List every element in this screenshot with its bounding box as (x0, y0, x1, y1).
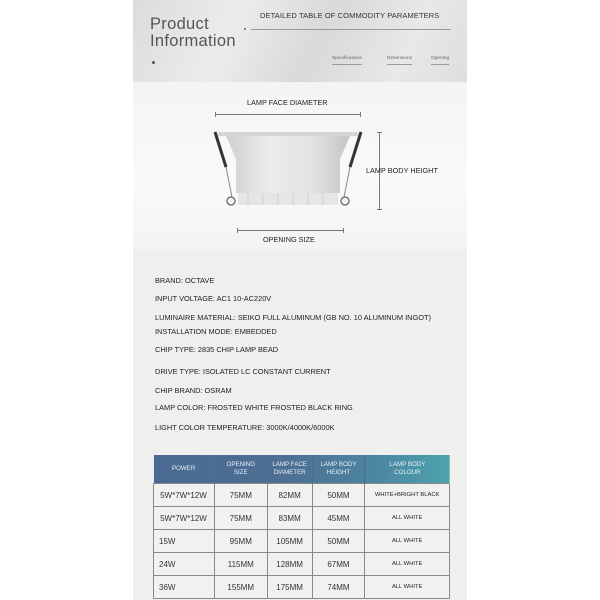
spec-chip-brand: CHIP BRAND: OSRAM (155, 386, 232, 395)
table-row (154, 507, 450, 530)
cell-power: 5W*7W*12W (154, 507, 215, 530)
spec-input-voltage: INPUT VOLTAGE: AC1 10-AC220V (155, 294, 272, 303)
page-title (150, 16, 236, 50)
cell-colour: ALL WHITE (365, 507, 450, 530)
cell-face: 105MM (267, 530, 312, 553)
header-lamp-body-height: LAMP BODY HEIGHT (312, 455, 365, 484)
cell-face: 175MM (267, 576, 312, 599)
spec-luminaire-material: LUMINAIRE MATERIAL: SEIKO FULL ALUMINUM (GB NO. 10 ALUMINUM INGOT) (155, 313, 431, 322)
cell-height: 50MM (312, 484, 365, 507)
cell-height: 45MM (312, 507, 365, 530)
cell-power: 36W (154, 576, 215, 599)
lamp-face-diameter-label: LAMP FACE DIAMETER (247, 98, 328, 107)
header-lamp-face-diameter: LAMP FACE DIAMETER (267, 455, 312, 484)
specifications-section (133, 250, 467, 600)
cell-opening: 75MM (214, 484, 267, 507)
product-info-panel (133, 0, 467, 600)
spec-color-temperature: LIGHT COLOR TEMPERATURE: 3000K/4000K/6000K (155, 423, 335, 432)
cell-face: 128MM (267, 553, 312, 576)
lamp-body-height-label: LAMP BODY HEIGHT (366, 166, 438, 175)
cell-power: 24W (154, 553, 215, 576)
cell-opening: 75MM (214, 507, 267, 530)
parameters-table (153, 455, 450, 599)
cell-power: 5W*7W*12W (154, 484, 215, 507)
spec-drive-type: DRIVE TYPE: ISOLATED LC CONSTANT CURRENT (155, 367, 331, 376)
bullet-dot-icon (152, 61, 155, 64)
dimension-diagram (133, 82, 467, 250)
cell-colour: ALL WHITE (365, 553, 450, 576)
cell-height: 74MM (312, 576, 365, 599)
cell-height: 50MM (312, 530, 365, 553)
table-row (154, 576, 450, 599)
cell-colour: WHITE+BRIGHT BLACK (365, 484, 450, 507)
cell-power: 15W (154, 530, 215, 553)
cell-face: 83MM (267, 507, 312, 530)
opening-size-dimension-line (237, 230, 344, 231)
spec-lamp-color: LAMP COLOR: FROSTED WHITE FROSTED BLACK RING (155, 403, 353, 412)
section-heading: DETAILED TABLE OF COMMODITY PARAMETERS (260, 11, 440, 20)
table-row (154, 484, 450, 507)
header-opening-size: OPENING SIZE (214, 455, 267, 484)
spec-brand: BRAND: OCTAVE (155, 276, 215, 285)
cell-colour: ALL WHITE (365, 576, 450, 599)
spec-installation-mode: INSTALLATION MODE: EMBEDDED (155, 327, 277, 336)
header-power: POWER (154, 455, 215, 484)
table-row (154, 530, 450, 553)
header-lamp-body-colour: LAMP BODY COLOUR (389, 461, 426, 476)
table-row (154, 553, 450, 576)
table-header-row (154, 455, 450, 484)
cell-face: 82MM (267, 484, 312, 507)
tab-dimensions[interactable]: Dimensions (387, 56, 412, 65)
cell-opening: 115MM (214, 553, 267, 576)
title-line-2: Information (150, 32, 236, 50)
bullet-dot-icon (244, 28, 246, 30)
opening-size-label: OPENING SIZE (263, 235, 315, 244)
hero-banner (133, 0, 467, 82)
tab-specifications[interactable]: Specifications (332, 56, 362, 65)
cell-opening: 155MM (214, 576, 267, 599)
cell-colour: ALL WHITE (365, 530, 450, 553)
title-line-1: Product (150, 15, 209, 33)
cell-height: 67MM (312, 553, 365, 576)
cell-opening: 95MM (214, 530, 267, 553)
tab-opening[interactable]: Opening (431, 56, 449, 65)
downlight-image (208, 127, 368, 219)
face-diameter-dimension-line (215, 114, 361, 115)
spec-chip-type: CHIP TYPE: 2835 CHIP LAMP BEAD (155, 345, 279, 354)
divider (251, 29, 451, 30)
